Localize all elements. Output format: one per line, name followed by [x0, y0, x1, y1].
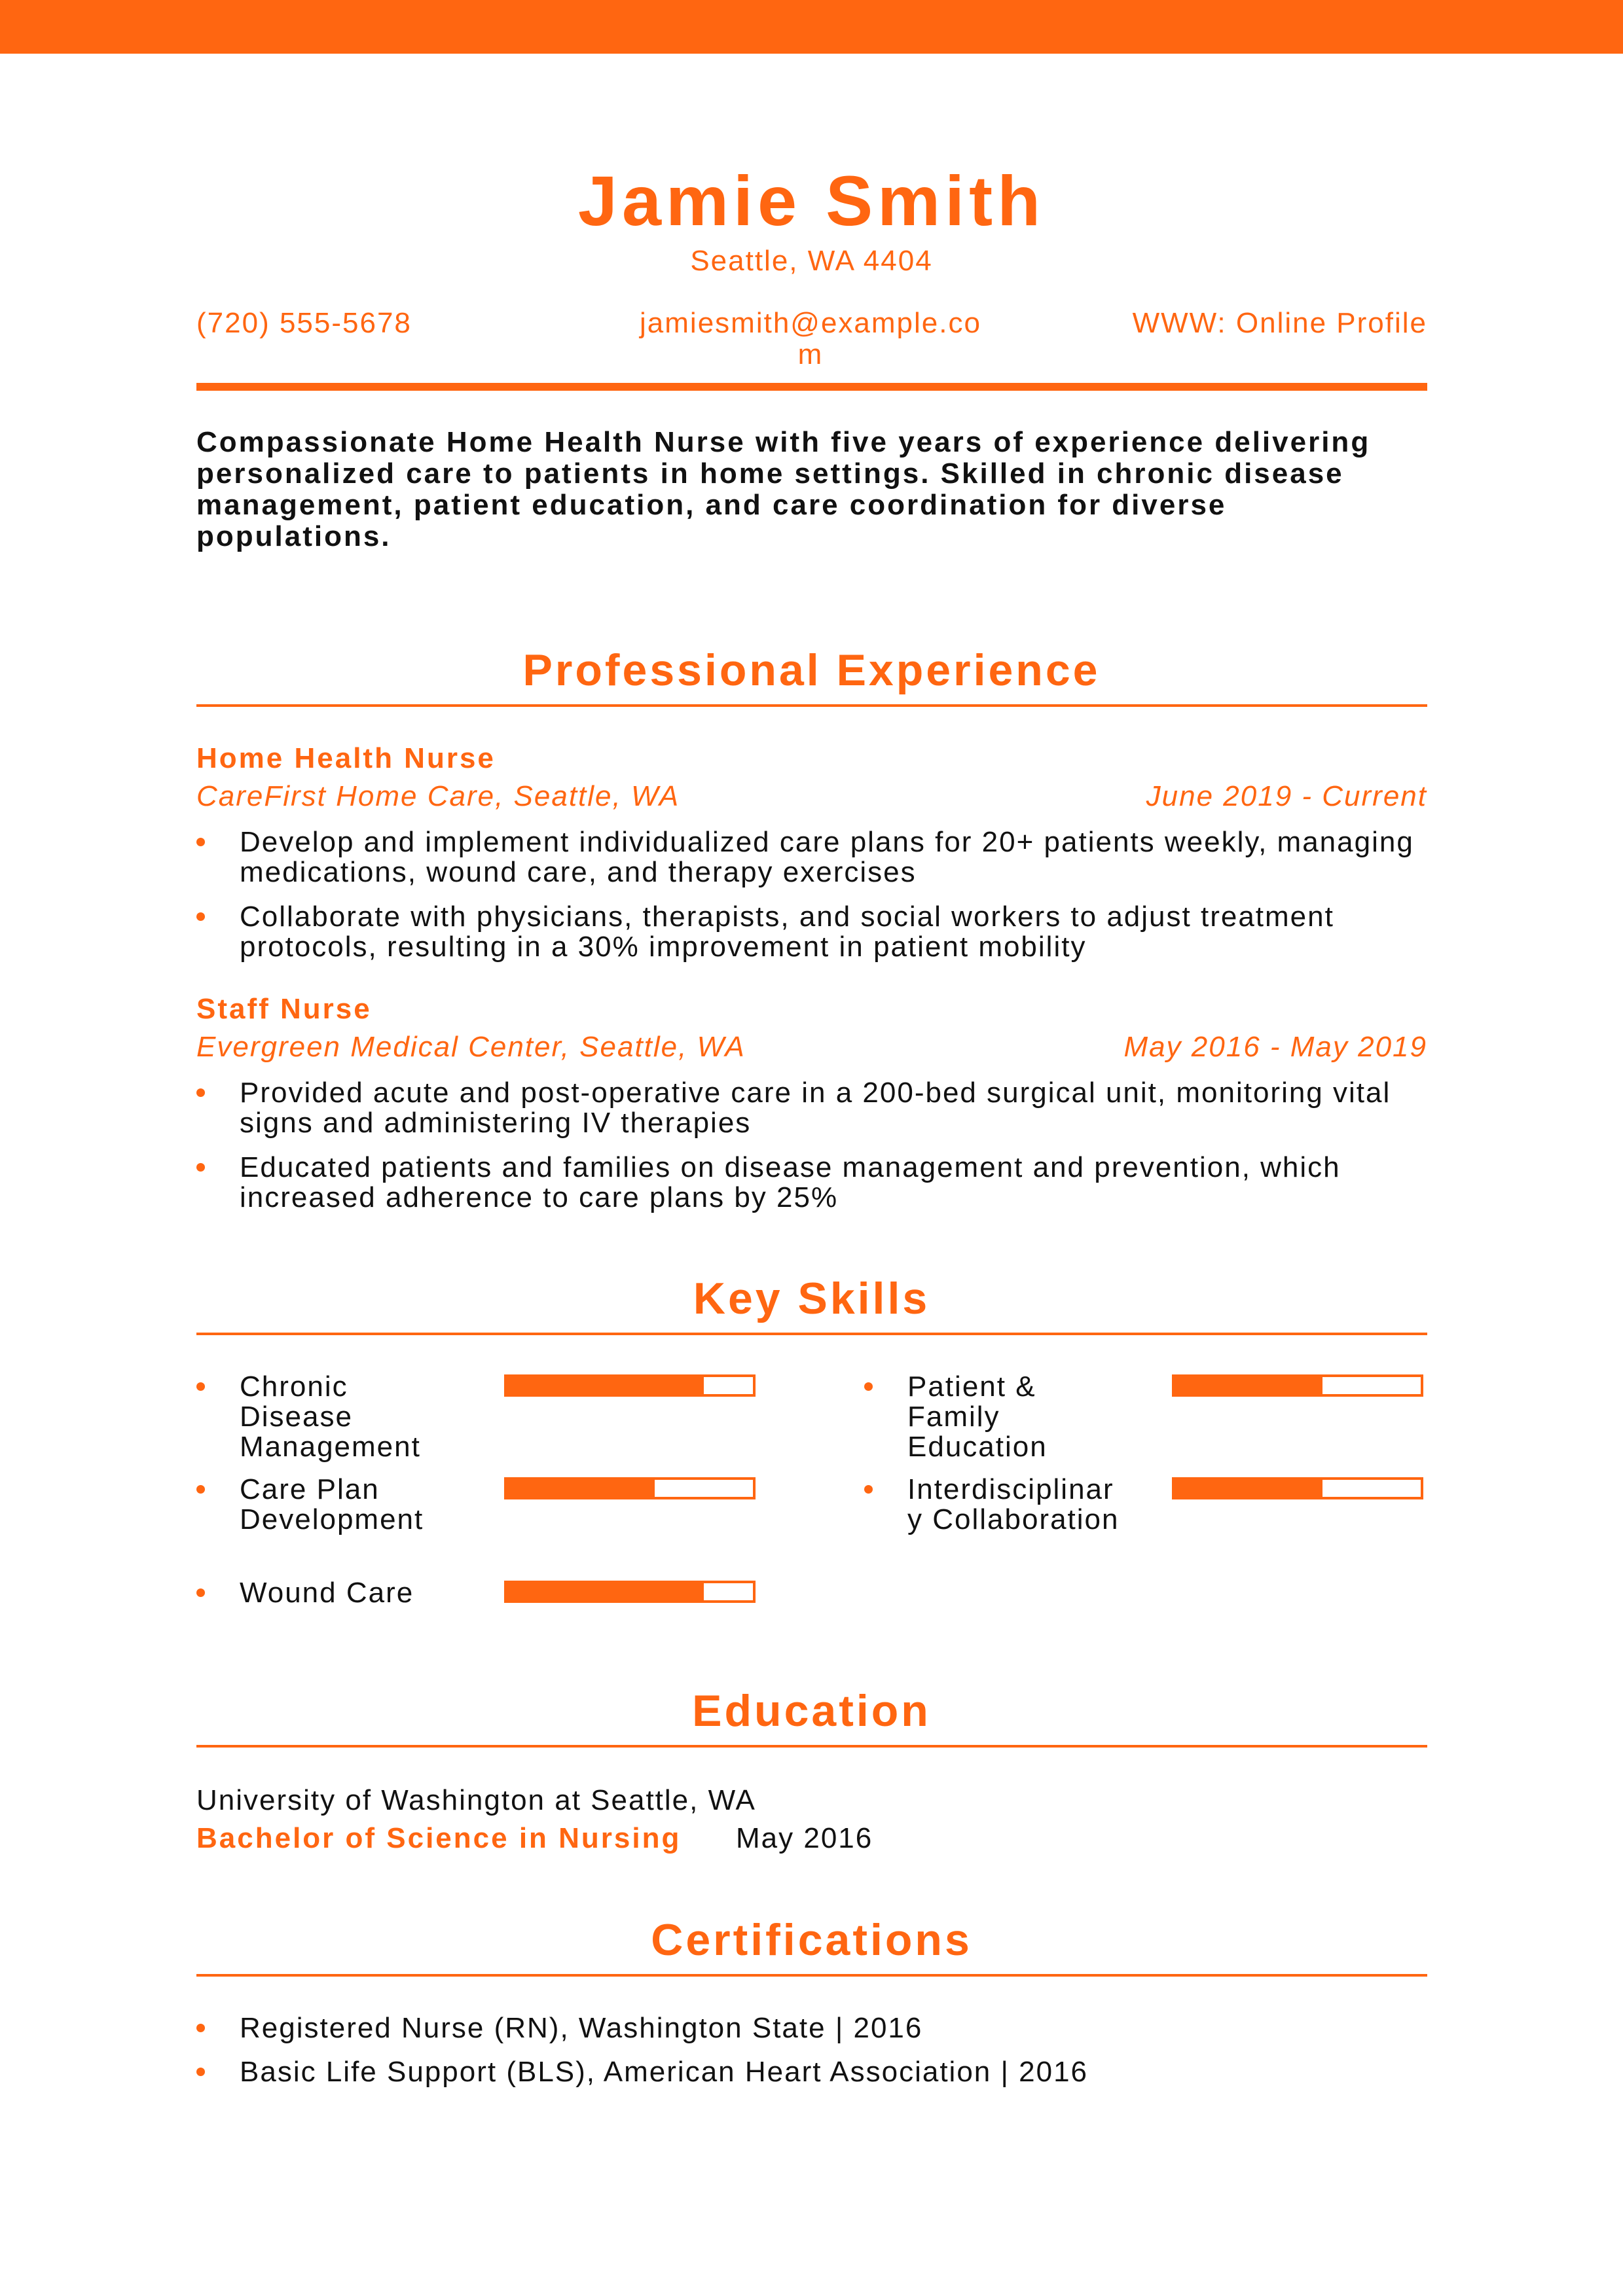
bullet-icon — [196, 1088, 205, 1097]
skill-item — [196, 1475, 432, 1535]
section-title-certifications: Certifications — [651, 1915, 972, 1965]
job-dates: May 2016 - May 2019 — [1123, 1031, 1427, 1063]
skill-item — [196, 1372, 432, 1462]
bullet-text: Collaborate with physicians, therapists, and social workers to adjust treatment protocols, resulting in a 30% improvement in patient mobility — [240, 901, 1334, 963]
email[interactable]: jamiesmith@example.com — [640, 307, 981, 370]
skill-level-bar — [504, 1581, 756, 1603]
skill-name: Patient & Family Education — [907, 1371, 1048, 1463]
bullet-icon — [864, 1485, 873, 1494]
bullet-icon — [196, 2024, 205, 2032]
bullet-icon — [196, 1163, 205, 1172]
phone: (720) 555-5678 — [196, 307, 412, 339]
skill-level-bar — [504, 1477, 756, 1499]
section-divider — [196, 704, 1427, 707]
skill-level-fill — [1175, 1480, 1322, 1497]
website-link[interactable]: WWW: Online Profile — [1132, 307, 1427, 339]
location: Seattle, WA 4404 — [690, 245, 933, 277]
skill-item — [864, 1372, 1100, 1462]
education-school: University of Washington at Seattle, WA — [196, 1784, 756, 1816]
professional-summary: Compassionate Home Health Nurse with five years of experience delivering personalized care to patients in home settings. Skilled in chronic disease management, patient education, and care coordination for diverse populations. — [196, 426, 1371, 552]
education-degree: Bachelor of Science in Nursing — [196, 1822, 682, 1854]
certification-item — [196, 2013, 1427, 2043]
skill-name: Care Plan Development — [240, 1473, 424, 1535]
section-divider — [196, 1745, 1427, 1748]
job-bullet — [196, 827, 1427, 888]
candidate-name: Jamie Smith — [577, 161, 1046, 240]
education-date: May 2016 — [736, 1822, 873, 1854]
bullet-text: Provided acute and post-operative care in a 200-bed surgical unit, monitoring vital signs and administering IV therapies — [240, 1077, 1391, 1139]
job-company: CareFirst Home Care, Seattle, WA — [196, 780, 680, 812]
header-divider — [196, 383, 1427, 391]
bullet-icon — [864, 1382, 873, 1391]
bullet-text: Educated patients and families on disease management and prevention, which increased adherence to care plans by 25% — [240, 1151, 1341, 1213]
bullet-icon — [196, 2068, 205, 2076]
job-bullet — [196, 902, 1427, 962]
job-bullet — [196, 1153, 1427, 1213]
skill-item — [196, 1578, 432, 1608]
job-dates: June 2019 - Current — [1146, 780, 1427, 812]
certification-item — [196, 2057, 1427, 2087]
bullet-icon — [196, 838, 205, 846]
job-bullet — [196, 1078, 1427, 1138]
job-title: Home Health Nurse — [196, 742, 496, 774]
skill-item — [864, 1473, 1120, 1535]
skill-level-fill — [1175, 1377, 1322, 1394]
bullet-text: Develop and implement individualized care plans for 20+ patients weekly, managing medications, wound care, and therapy exercises — [240, 826, 1414, 888]
job-title: Staff Nurse — [196, 993, 372, 1025]
skill-level-fill — [507, 1583, 704, 1600]
section-title-education: Education — [692, 1686, 931, 1736]
certification-text: Registered Nurse (RN), Washington State | 2016 — [240, 2012, 923, 2044]
skill-level-fill — [507, 1377, 704, 1394]
skill-level-fill — [507, 1480, 655, 1497]
certification-text: Basic Life Support (BLS), American Heart Association | 2016 — [240, 2056, 1089, 2088]
top-accent-bar — [0, 0, 1623, 54]
bullet-icon — [196, 1588, 205, 1597]
section-title-experience: Professional Experience — [522, 645, 1101, 695]
bullet-icon — [196, 1382, 205, 1391]
section-divider — [196, 1974, 1427, 1977]
skill-name: Interdisciplinary Collaboration — [907, 1473, 1120, 1535]
job-company: Evergreen Medical Center, Seattle, WA — [196, 1031, 746, 1063]
bullet-icon — [196, 1485, 205, 1494]
skill-name: Chronic Disease Management — [240, 1371, 421, 1463]
bullet-icon — [196, 912, 205, 921]
skill-level-bar — [1172, 1477, 1423, 1499]
section-divider — [196, 1333, 1427, 1335]
skill-level-bar — [1172, 1374, 1423, 1397]
section-title-skills: Key Skills — [693, 1274, 930, 1323]
skill-level-bar — [504, 1374, 756, 1397]
skill-name: Wound Care — [240, 1577, 414, 1609]
